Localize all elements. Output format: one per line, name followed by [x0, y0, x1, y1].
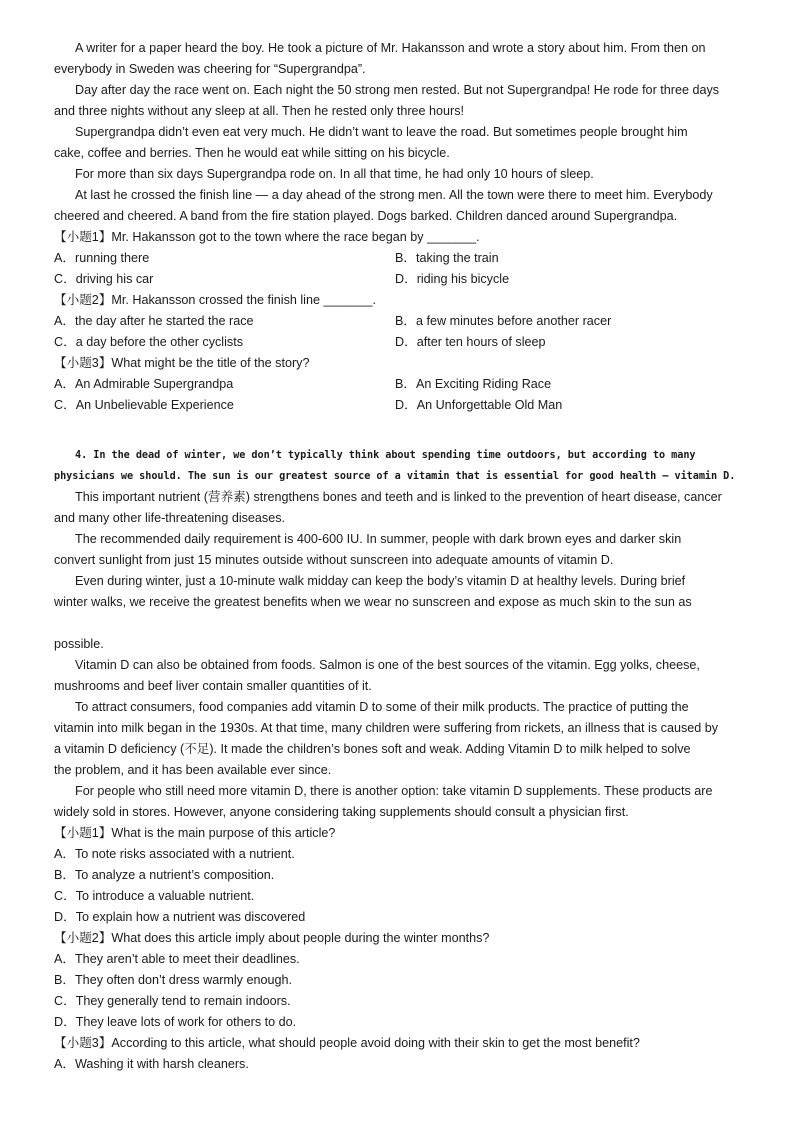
question-stem: 【小题2】What does this article imply about people during the winter months?: [54, 931, 490, 945]
line-spacer: [54, 613, 744, 634]
option-b: B．To analyze a nutrient’s composition.: [54, 868, 275, 882]
paragraph-line: The recommended daily requirement is 400-600 IU. In summer, people with dark brown eyes and darker skin: [75, 532, 682, 546]
question-stem: 【小题1】Mr. Hakansson got to the town where the race began by _______.: [54, 230, 480, 244]
paragraph-line: cake, coffee and berries. Then he would eat while sitting on his bicycle.: [54, 146, 450, 160]
question-stem: 【小题3】What might be the title of the story?: [54, 356, 310, 370]
passage-4: [54, 445, 744, 1075]
option-a: A．An Admirable Supergrandpa: [54, 377, 234, 391]
option-d: D．To explain how a nutrient was discovered: [54, 910, 306, 924]
option-row: [54, 374, 744, 395]
paragraph-line: everybody in Sweden was cheering for “Supergrandpa”.: [54, 62, 366, 76]
option-d: D．They leave lots of work for others to do.: [54, 1015, 297, 1029]
paragraph-line: To attract consumers, food companies add vitamin D to some of their milk products. The practice of putting the: [75, 700, 689, 714]
option-c: C．They generally tend to remain indoors.: [54, 994, 291, 1008]
option-c: C．To introduce a valuable nutrient.: [54, 889, 255, 903]
paragraph-line: Even during winter, just a 10-minute walk midday can keep the body’s vitamin D at healthy levels. During brief: [75, 574, 686, 588]
option-b: B．An Exciting Riding Race: [395, 377, 552, 391]
paragraph-line: the problem, and it has been available ever since.: [54, 763, 332, 777]
option-b: B．They often don’t dress warmly enough.: [54, 973, 293, 987]
paragraph-line: This important nutrient (营养素) strengthens bones and teeth and is linked to the prevention of heart disease, cancer: [75, 490, 722, 504]
option-c: C．a day before the other cyclists: [54, 335, 243, 349]
option-d: D．An Unforgettable Old Man: [395, 398, 563, 412]
question-stem: 【小题2】Mr. Hakansson crossed the finish line _______.: [54, 293, 377, 307]
option-b: B．a few minutes before another racer: [395, 314, 612, 328]
option-a: A．Washing it with harsh cleaners.: [54, 1057, 249, 1071]
option-d: D．riding his bicycle: [395, 272, 510, 286]
option-c: C．driving his car: [54, 272, 154, 286]
paragraph-line: For people who still need more vitamin D, there is another option: take vitamin D supplements. These products are: [75, 784, 713, 798]
document-page: [54, 38, 744, 1075]
option-a: A．the day after he started the race: [54, 314, 254, 328]
paragraph-line: Day after day the race went on. Each night the 50 strong men rested. But not Supergrandpa! He rode for three days: [75, 83, 720, 97]
passage-3: [54, 38, 744, 416]
question-stem: 【小题1】What is the main purpose of this article?: [54, 826, 336, 840]
paragraph-line: Vitamin D can also be obtained from foods. Salmon is one of the best sources of the vitamin. Egg yolks, cheese,: [75, 658, 700, 672]
option-a: A．They aren’t able to meet their deadlines.: [54, 952, 300, 966]
paragraph-line: A writer for a paper heard the boy. He took a picture of Mr. Hakansson and wrote a story about him. From then on: [75, 41, 706, 55]
paragraph-line: and three nights without any sleep at all. Then he rested only three hours!: [54, 104, 465, 118]
option-a: A．To note risks associated with a nutrient.: [54, 847, 295, 861]
paragraph-line: cheered and cheered. A band from the fire station played. Dogs barked. Children danced around Supergrandpa.: [54, 209, 678, 223]
option-b: B．taking the train: [395, 251, 499, 265]
option-a: A．running there: [54, 251, 150, 265]
option-row: [54, 248, 744, 269]
option-row: [54, 332, 744, 353]
option-row: [54, 269, 744, 290]
paragraph-line: widely sold in stores. However, anyone considering taking supplements should consult a physician first.: [54, 805, 629, 819]
option-row: [54, 311, 744, 332]
passage-intro-line: physicians we should. The sun is our greatest source of a vitamin that is essential for good health — vitamin D.: [54, 471, 736, 482]
paragraph-line: For more than six days Supergrandpa rode on. In all that time, he had only 10 hours of sleep.: [75, 167, 594, 181]
paragraph-line: possible.: [54, 637, 104, 651]
paragraph-line: vitamin into milk began in the 1930s. At that time, many children were suffering from rickets, an illness that is caused by: [54, 721, 719, 735]
option-row: [54, 395, 744, 416]
question-stem: 【小题3】According to this article, what should people avoid doing with their skin to get the most benefit?: [54, 1036, 640, 1050]
option-c: C．An Unbelievable Experience: [54, 398, 234, 412]
section-spacer: [54, 416, 744, 445]
paragraph-line: a vitamin D deficiency (不足). It made the children’s bones soft and weak. Adding Vitamin D to milk helped to solve: [54, 742, 691, 756]
paragraph-line: convert sunlight from just 15 minutes outside without sunscreen into adequate amounts of vitamin D.: [54, 553, 614, 567]
paragraph-line: winter walks, we receive the greatest benefits when we wear no sunscreen and expose as much skin to the sun as: [54, 595, 692, 609]
paragraph-line: mushrooms and beef liver contain smaller quantities of it.: [54, 679, 372, 693]
paragraph-line: At last he crossed the finish line — a day ahead of the strong men. All the town were there to meet him. Everybody: [75, 188, 713, 202]
paragraph-line: Supergrandpa didn’t even eat very much. He didn’t want to leave the road. But sometimes people brought him: [75, 125, 688, 139]
paragraph-line: and many other life-threatening diseases.: [54, 511, 286, 525]
option-d: D．after ten hours of sleep: [395, 335, 546, 349]
passage-intro-line: 4. In the dead of winter, we don’t typically think about spending time outdoors, but according to many: [75, 450, 696, 461]
